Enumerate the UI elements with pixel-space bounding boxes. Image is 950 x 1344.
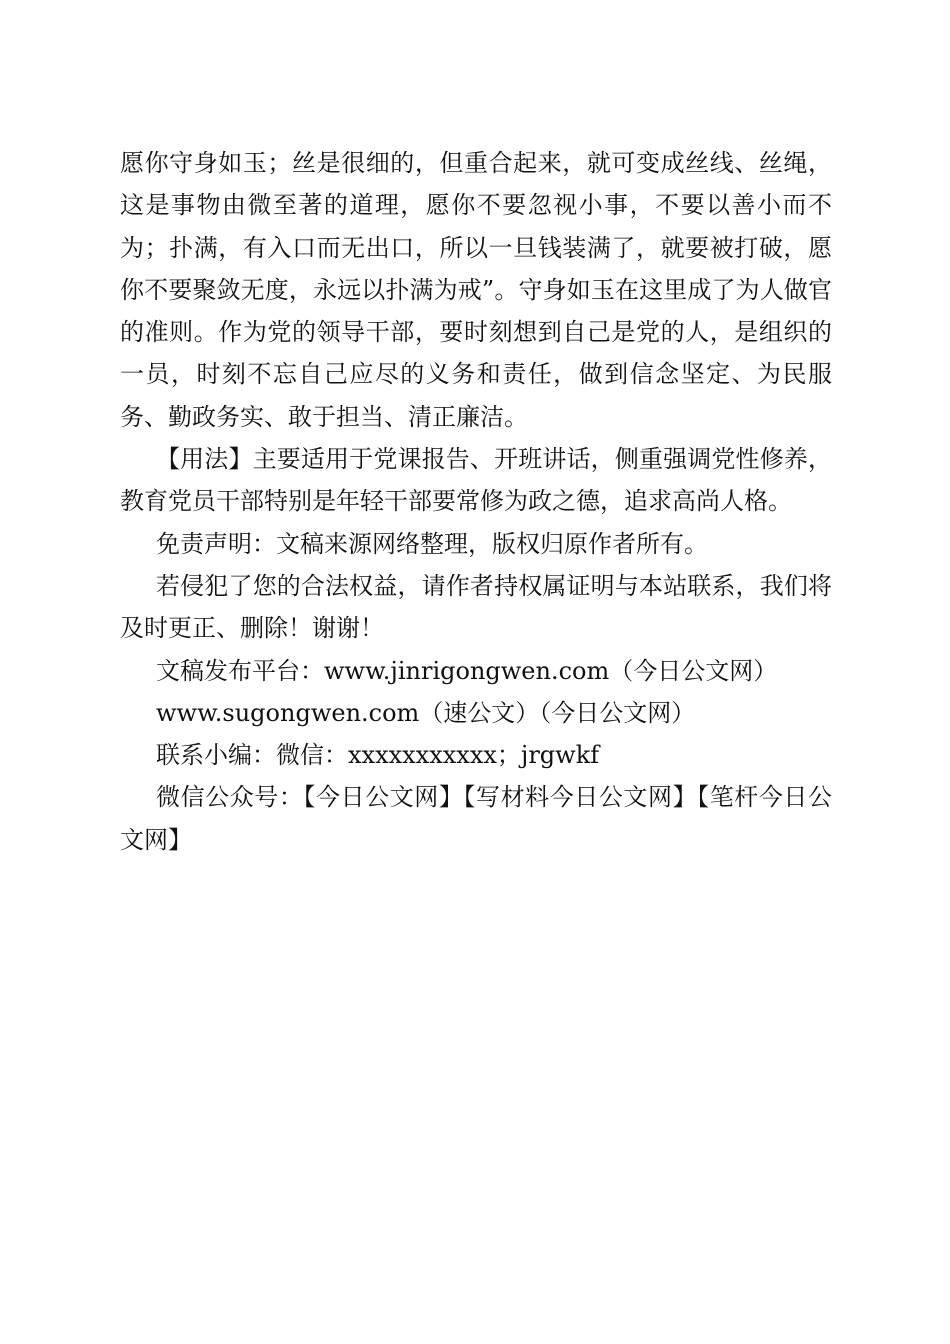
usage-paragraph: 【用法】主要适用于党课报告、开班讲话，侧重强调党性修养，教育党员干部特别是年轻干部要常修为政之德，追求高尚人格。 — [120, 445, 832, 516]
website-line: www.sugongwen.com（速公文）（今日公文网） — [156, 698, 696, 727]
disclaimer-line: 免责声明：文稿来源网络整理，版权归原作者所有。 — [156, 529, 708, 558]
wechat-accounts-line: 微信公众号：【今日公文网】【写材料今日公文网】【笔杆今日公文网】 — [120, 783, 832, 854]
body-paragraph-continued: 愿你守身如玉；丝是很细的，但重合起来，就可变成丝线、丝绳，这是事物由微至著的道理，愿你不要忽视小事，不要以善小而不为；扑满，有入口而无出口，所以一旦钱装满了，就要被打破，愿你不要聚敛无度，永远以扑满为戒”。守身如玉在这里成了为人做官的准则。作为党的领导干部，要时刻想到自己是党的人，是组织的一员，时刻不忘自己应尽的义务和责任，做到信念坚定、为民服务、勤政务实、敢于担当、清正廉洁。 — [120, 149, 832, 431]
infringement-notice: 若侵犯了您的合法权益，请作者持权属证明与本站联系，我们将及时更正、删除！谢谢！ — [120, 571, 832, 643]
document-page — [120, 142, 832, 861]
contact-line: 联系小编：微信：xxxxxxxxxxx；jrgwkf — [156, 741, 600, 770]
publishing-platform-line: 文稿发布平台：www.jinrigongwen.com（今日公文网） — [156, 656, 778, 685]
